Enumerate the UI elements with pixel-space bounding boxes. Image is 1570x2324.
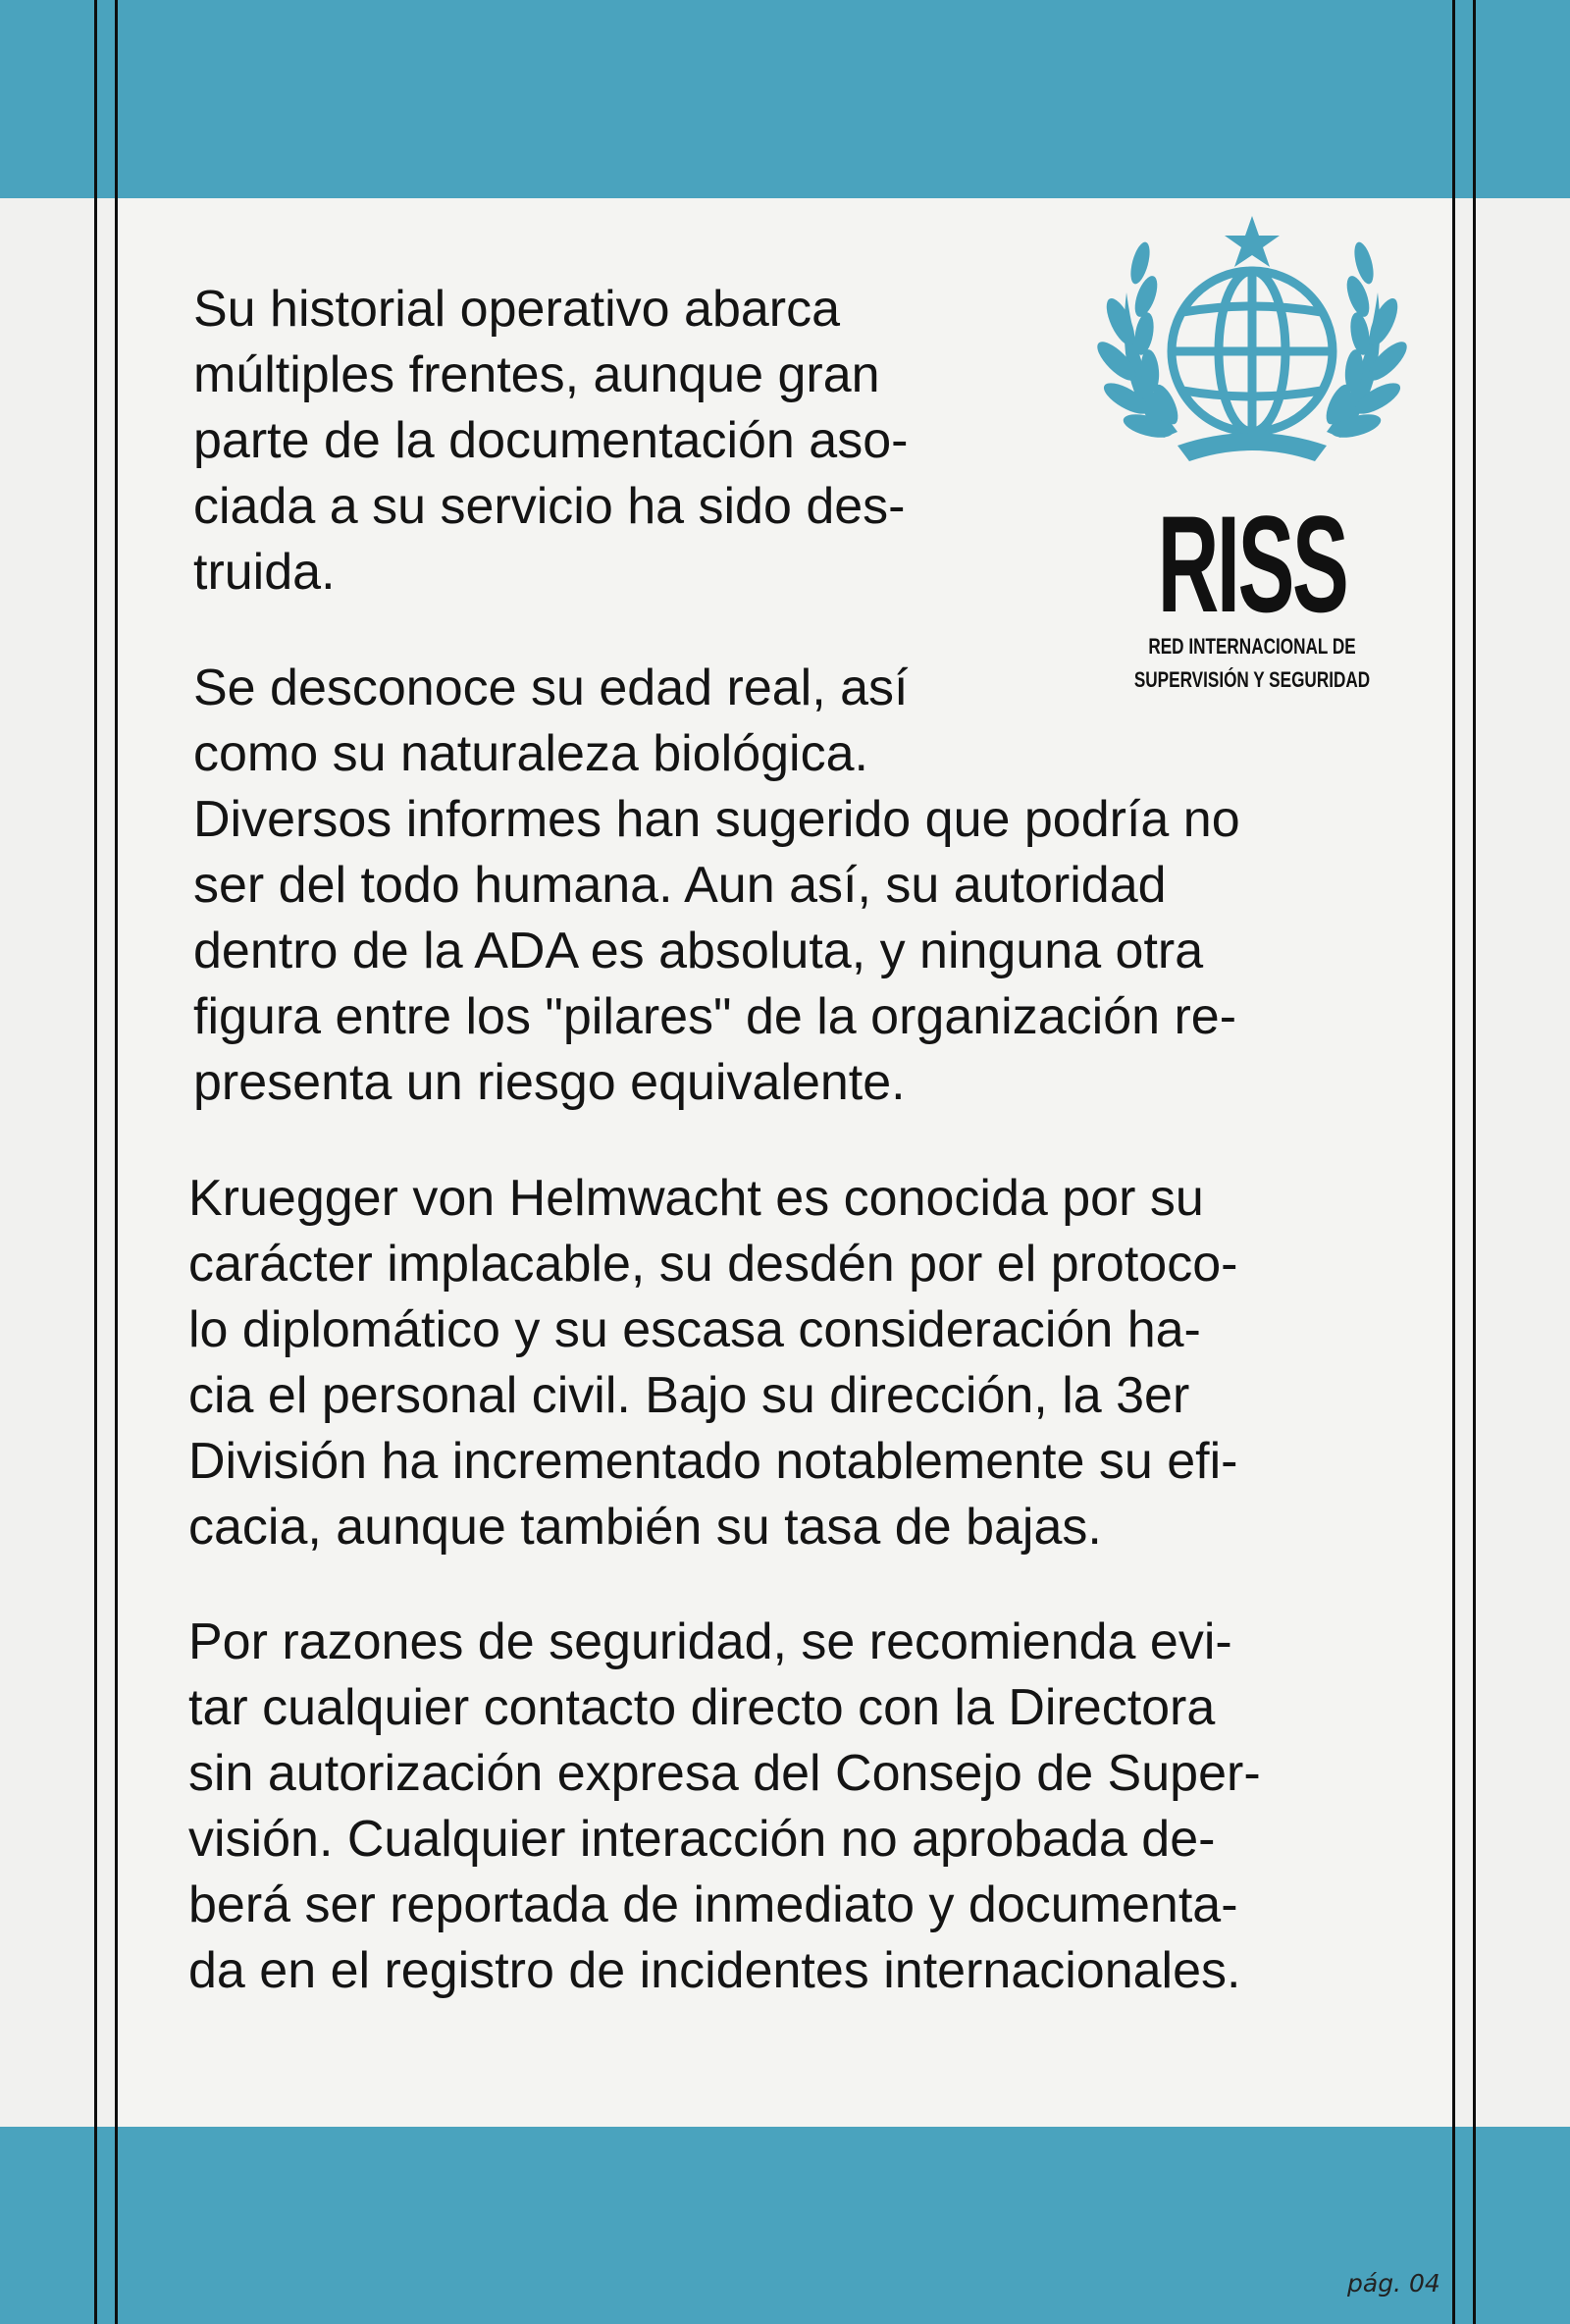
paragraph-line: presenta un riesgo equivalente. [193,1054,906,1111]
paragraph-line: figura entre los "pilares" de la organización re- [193,988,1237,1045]
page-number: pág. 04 [1347,2269,1440,2298]
paragraph-nature [193,656,1240,1116]
top-band [0,0,1570,198]
paragraph-line: Kruegger von Helmwacht es conocida por su [188,1170,1204,1227]
paragraph-line: tar cualquier contacto directo con la Directora [188,1679,1216,1736]
logo-subtitle-line-1: RED INTERNACIONAL DE [1148,634,1356,659]
paragraph-line: como su naturaleza biológica. [193,725,868,782]
paragraph-line: berá ser reportada de inmediato y documenta- [188,1876,1238,1933]
paragraph-line: cia el personal civil. Bajo su dirección, la 3er [188,1367,1190,1424]
riss-logo [1087,214,1417,710]
right-border-line-inner [1452,0,1455,2324]
paragraph-line: múltiples frentes, aunque gran [193,346,880,403]
right-border-line-outer [1473,0,1476,2324]
paragraph-line: ser del todo humana. Aun así, su autoridad [193,857,1167,914]
paragraph-line: Se desconoce su edad real, así [193,660,909,716]
paragraph-line: Diversos informes han sugerido que podría no [193,791,1240,848]
left-border-line-outer [94,0,97,2324]
paragraph-operational-history [193,277,908,606]
paragraph-line: cacia, aunque también su tasa de bajas. [188,1499,1102,1556]
globe-laurel-star-icon [1087,214,1417,508]
paragraph-line: parte de la documentación aso- [193,412,909,469]
paragraph-line: Su historial operativo abarca [193,281,841,338]
paragraph-line: ciada a su servicio ha sido des- [193,478,906,535]
paragraph-line: carácter implacable, su desdén por el protoco- [188,1236,1238,1293]
paragraph-line: Por razones de seguridad, se recomienda evi- [188,1613,1232,1670]
paragraph-line: lo diplomático y su escasa consideración ha- [188,1301,1201,1358]
paragraph-line: da en el registro de incidentes internacionales. [188,1942,1241,1999]
paragraph-security [188,1610,1261,2004]
paragraph-line: sin autorización expresa del Consejo de Super- [188,1745,1261,1802]
paragraph-line: truida. [193,544,336,601]
logo-subtitle-line-2: SUPERVISIÓN Y SEGURIDAD [1133,667,1371,692]
bottom-band [0,2127,1570,2324]
logo-acronym: RISS [1157,487,1347,641]
paragraph-character [188,1166,1237,1560]
paragraph-line: visión. Cualquier interacción no aprobada de- [188,1811,1216,1868]
paragraph-line: División ha incrementado notablemente su efi- [188,1433,1238,1490]
paragraph-line: dentro de la ADA es absoluta, y ninguna otra [193,923,1204,979]
left-border-line-inner [115,0,118,2324]
